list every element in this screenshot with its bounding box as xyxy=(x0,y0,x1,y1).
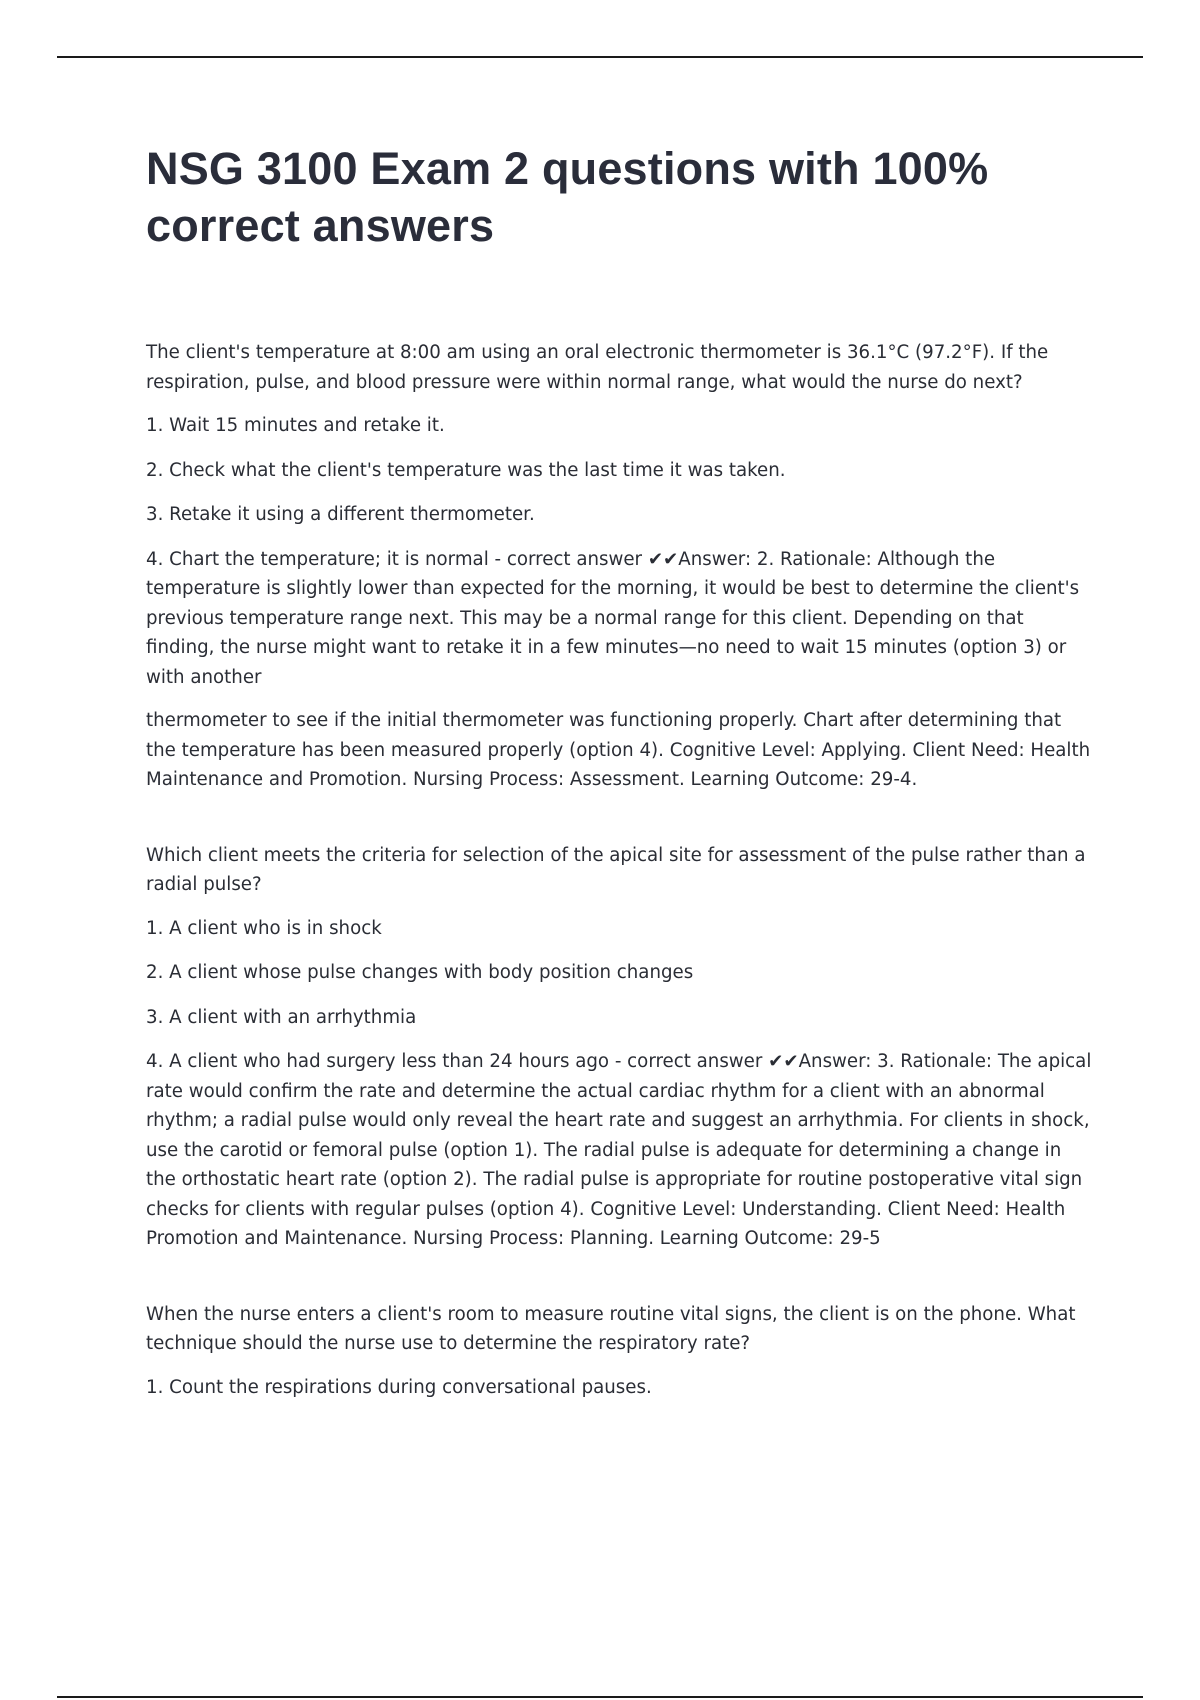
answer-option-4-with-rationale: 4. A client who had surgery less than 24 hours ago - correct answer ✔✔Answer: 3. Rationale: The apical rate would confirm the rate and determine the actual cardiac rhythm for a client with an abnormal rhythm; a radial pulse would only reveal the heart rate and suggest an arrhythmia. For clients in shock, use the carotid or femoral pulse (option 1). The radial pulse is adequate for determining a change in the orthostatic heart rate (option 2). The radial pulse is appropriate for routine postoperative vital sign checks for clients with regular pulses (option 4). Cognitive Level: Understanding. Client Need: Health Promotion and Maintenance. Nursing Process: Planning. Learning Outcome: 29-5 xyxy=(146,1051,1092,1249)
document-title: NSG 3100 Exam 2 questions with 100% correct answers xyxy=(146,143,989,251)
question-list xyxy=(146,338,1096,1402)
question-2 xyxy=(146,841,1096,1254)
answer-option-1: 1. A client who is in shock xyxy=(146,917,382,939)
document-body xyxy=(146,140,1096,1417)
answer-option-1: 1. Wait 15 minutes and retake it. xyxy=(146,415,445,436)
question-text: Which client meets the criteria for selection of the apical site for assessment of the pulse rather than a radial pulse? xyxy=(146,844,1086,895)
answer-option-2: 2. Check what the client's temperature was the last time it was taken. xyxy=(146,459,786,481)
rationale-continuation: thermometer to see if the initial thermometer was functioning properly. Chart after determining that the temperature has been measured properly (option 4). Cognitive Level: Applying. Client Need: Health Maintenance and Promotion. Nursing Process: Assessment. Learning Outcome: 29-4. xyxy=(146,710,1091,790)
top-divider xyxy=(57,56,1143,58)
answer-option-3: 3. Retake it using a different thermometer. xyxy=(146,504,535,525)
question-3 xyxy=(146,1300,1096,1403)
question-text: When the nurse enters a client's room to measure routine vital signs, the client is on the phone. What technique should the nurse use to determine the respiratory rate? xyxy=(146,1303,1076,1354)
question-text: The client's temperature at 8:00 am using an oral electronic thermometer is 36.1°C (97.2°F). If the respiration, pulse, and blood pressure were within normal range, what would the nurse do next? xyxy=(146,342,1049,393)
answer-option-1: 1. Count the respirations during conversational pauses. xyxy=(146,1376,652,1398)
answer-option-4-with-rationale: 4. Chart the temperature; it is normal - correct answer ✔✔Answer: 2. Rationale: Although the temperature is slightly lower than expected for the morning, it would be best to determine the client's previous temperature range next. This may be a normal range for this client. Depending on that finding, the nurse might want to retake it in a few minutes—no need to wait 15 minutes (option 3) or with another xyxy=(146,548,1080,688)
answer-option-2: 2. A client whose pulse changes with body position changes xyxy=(146,962,694,983)
question-1 xyxy=(146,338,1096,795)
bottom-divider xyxy=(57,1696,1143,1698)
answer-option-3: 3. A client with an arrhythmia xyxy=(146,1006,417,1028)
